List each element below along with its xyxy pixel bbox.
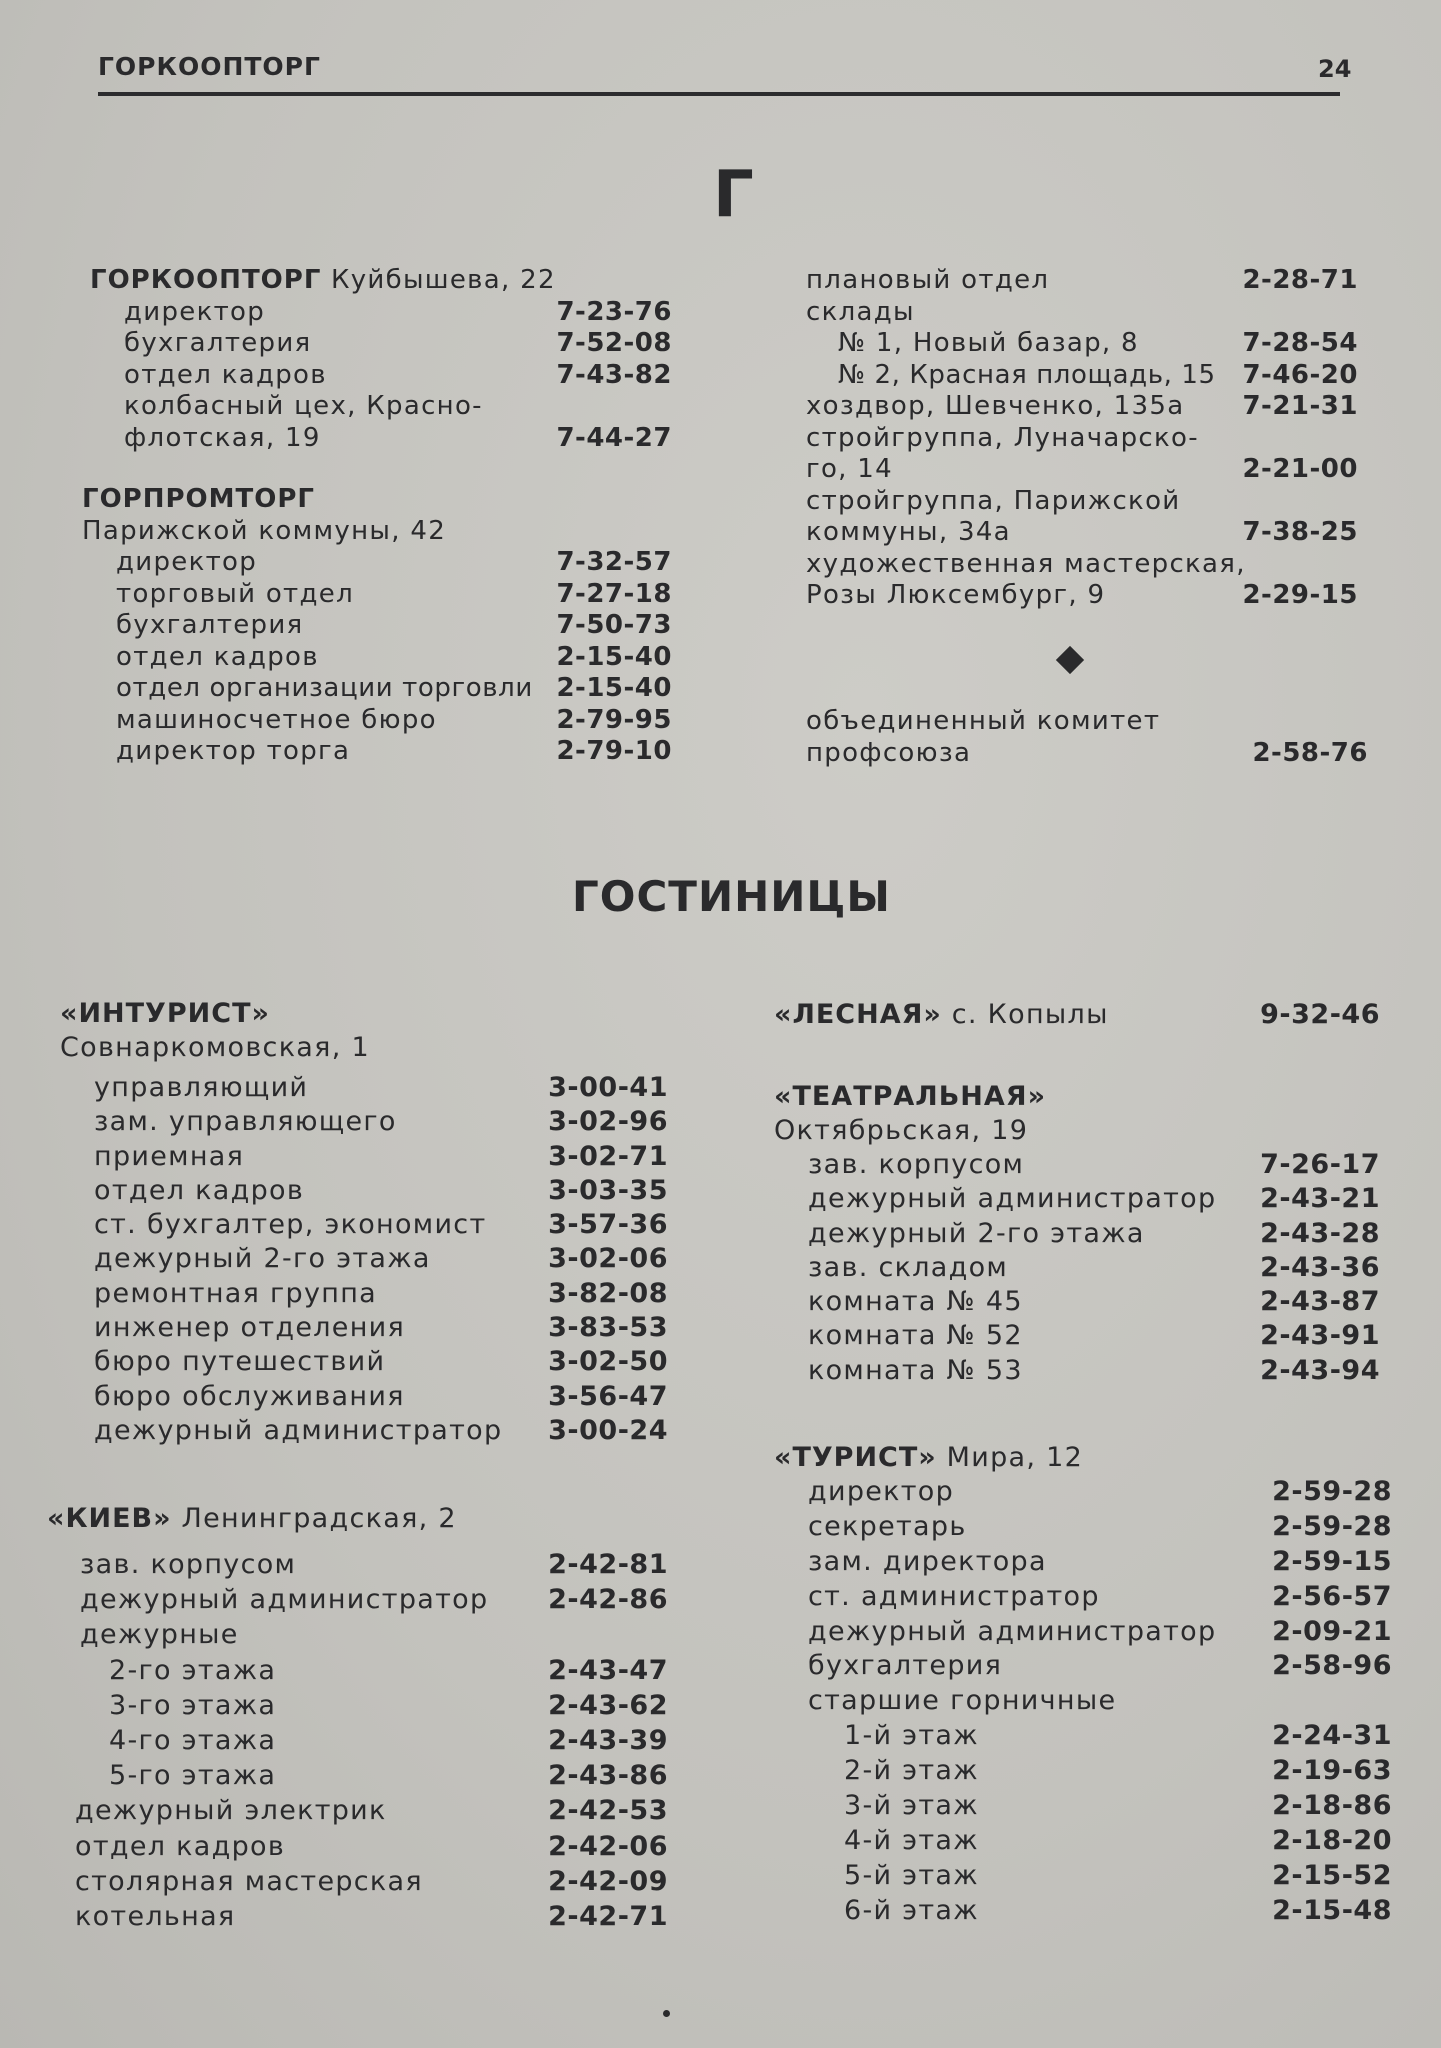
phone-number: 9-32-46 [1260, 999, 1380, 1030]
list-item [82, 705, 672, 737]
header-rule [98, 92, 1340, 96]
list-item [47, 1900, 668, 1935]
phone-number: 7-32-57 [556, 547, 672, 577]
phone-number: 3-02-71 [548, 1140, 668, 1172]
phone-number: 2-58-96 [1272, 1650, 1392, 1682]
item-label: дежурный администратор [80, 1584, 489, 1616]
list-item [806, 265, 1358, 297]
list-item [47, 1830, 668, 1865]
phone-number: 7-43-82 [556, 359, 672, 390]
list-item [774, 1182, 1380, 1216]
list-item [774, 998, 1380, 1032]
item-label: дежурный 2-го этажа [94, 1243, 431, 1275]
list-item [774, 1580, 1392, 1615]
item-label: секретарь [808, 1510, 967, 1542]
list-item [806, 580, 1358, 612]
phone-number: 7-27-18 [556, 578, 672, 609]
entry-header [774, 1441, 1392, 1475]
list-item [60, 1105, 668, 1139]
list-item [47, 1583, 668, 1618]
org-address: Куйбышева, 22 [330, 265, 556, 295]
phone-number: 7-26-17 [1260, 1149, 1380, 1180]
org-address: Мира, 12 [946, 1442, 1084, 1473]
entry-lesnaya [774, 998, 1380, 1032]
list-item [82, 736, 672, 768]
item-label: стройгруппа, Парижской [806, 485, 1181, 516]
item-label: комната № 52 [808, 1320, 1023, 1352]
phone-number: 7-46-20 [1242, 359, 1358, 390]
item-label: комната № 45 [808, 1286, 1023, 1318]
list-item [60, 1242, 668, 1276]
entry-kiev [47, 1502, 668, 1935]
item-label: го, 14 [806, 454, 893, 484]
phone-number: 2-58-76 [1252, 737, 1368, 768]
list-item [806, 328, 1358, 360]
phone-number: 2-15-48 [1272, 1894, 1392, 1926]
item-label: коммуны, 34а [806, 517, 1011, 547]
item-label: столярная мастерская [75, 1865, 423, 1897]
phone-number: 7-44-27 [556, 422, 672, 453]
list-item [806, 549, 1358, 581]
entry-teatralnaya [774, 1080, 1380, 1388]
phone-number: 2-43-47 [548, 1654, 668, 1686]
phone-number: 2-42-81 [548, 1549, 668, 1580]
phone-number: 2-43-21 [1260, 1183, 1380, 1215]
list-item [60, 1208, 668, 1242]
list-item [806, 297, 1358, 329]
phone-number: 2-43-86 [548, 1760, 668, 1792]
item-label: стройгруппа, Луначарско- [806, 422, 1199, 453]
item-label: флотская, 19 [124, 422, 321, 453]
list-item [774, 1475, 1392, 1510]
list-item [774, 1754, 1392, 1789]
list-item [774, 1148, 1380, 1182]
org-name: «ТУРИСТ» [774, 1442, 937, 1473]
phone-number: 3-83-53 [548, 1312, 668, 1344]
item-label: директор [116, 547, 258, 577]
list-item [774, 1824, 1392, 1859]
item-label: колбасный цех, Красно- [124, 391, 483, 421]
list-item [60, 1071, 668, 1105]
item-label: 1-й этаж [844, 1720, 979, 1752]
item-label: дежурный администратор [808, 1615, 1217, 1647]
item-label: дежурный администратор [808, 1183, 1217, 1215]
phone-number: 2-43-39 [548, 1724, 668, 1756]
list-item [60, 1380, 668, 1414]
phone-number: 2-19-63 [1272, 1755, 1392, 1787]
list-item [82, 547, 672, 579]
phone-number: 2-42-86 [548, 1584, 668, 1616]
item-label: 5-й этаж [844, 1859, 979, 1891]
phone-number: 2-21-00 [1242, 454, 1358, 484]
phone-number: 2-24-31 [1272, 1720, 1392, 1752]
letter-heading: Г [713, 158, 754, 232]
item-label: бухгалтерия [808, 1650, 1003, 1682]
phone-number: 2-59-28 [1272, 1510, 1392, 1542]
entry-gorkooptorg [90, 265, 672, 454]
list-item [90, 423, 672, 455]
item-label: дежурный электрик [75, 1795, 387, 1827]
item-label: дежурный администратор [94, 1414, 503, 1446]
list-item [47, 1618, 668, 1653]
item-label: профсоюза [806, 737, 972, 768]
phone-number: 3-82-08 [548, 1277, 668, 1309]
item-label: директор торга [116, 736, 351, 766]
phone-number: 2-42-09 [548, 1865, 668, 1897]
list-item [774, 1719, 1392, 1754]
list-item [774, 1649, 1392, 1684]
list-item [60, 1277, 668, 1311]
phone-number: 7-23-76 [556, 296, 672, 327]
phone-number: 2-59-15 [1272, 1545, 1392, 1577]
item-label: управляющий [94, 1072, 309, 1103]
phone-number: 3-02-96 [548, 1106, 668, 1138]
list-item [774, 1684, 1392, 1719]
item-label: зав. корпусом [80, 1549, 297, 1580]
item-label: отдел кадров [124, 359, 327, 390]
item-label: 3-го этажа [109, 1689, 277, 1721]
phone-number: 2-29-15 [1242, 580, 1358, 610]
org-address: Ленинградская, 2 [181, 1503, 457, 1534]
item-label: 3-й этаж [844, 1790, 979, 1822]
item-label: 2-го этажа [109, 1654, 277, 1686]
list-item [774, 1217, 1380, 1251]
list-item [47, 1865, 668, 1900]
phone-number: 2-09-21 [1272, 1615, 1392, 1647]
list-item [47, 1548, 668, 1583]
item-label: ст. бухгалтер, экономист [94, 1209, 487, 1241]
list-item [90, 391, 672, 423]
item-label: приемная [94, 1140, 245, 1172]
list-item [806, 738, 1368, 770]
list-item [774, 1285, 1380, 1319]
item-label: зав. складом [808, 1251, 1009, 1283]
list-item [60, 1414, 668, 1448]
item-label: № 1, Новый базар, 8 [838, 328, 1139, 358]
list-item [90, 297, 672, 329]
phone-number: 2-18-20 [1272, 1824, 1392, 1856]
item-label: дежурные [80, 1619, 239, 1651]
phone-number: 3-03-35 [548, 1174, 668, 1206]
org-name: «ТЕАТРАЛЬНАЯ» [774, 1081, 1047, 1112]
phone-number: 7-50-73 [556, 610, 672, 640]
item-label: плановый отдел [806, 265, 1050, 295]
phone-number: 3-02-50 [548, 1346, 668, 1378]
phone-number: 3-57-36 [548, 1209, 668, 1241]
list-item [806, 391, 1358, 423]
phone-number: 2-42-53 [548, 1795, 668, 1827]
item-label: зам. директора [808, 1545, 1047, 1577]
item-label: ремонтная группа [94, 1277, 377, 1309]
item-label: 4-го этажа [109, 1724, 277, 1756]
phone-number: 2-43-94 [1260, 1354, 1380, 1386]
item-label: дежурный 2-го этажа [808, 1217, 1145, 1249]
page-number: 24 [1318, 55, 1352, 83]
phone-number: 2-43-62 [548, 1689, 668, 1721]
org-name: «ЛЕСНАЯ» [774, 999, 942, 1030]
phone-number: 2-79-10 [556, 736, 672, 766]
phone-number: 2-15-40 [556, 673, 672, 703]
list-item [82, 673, 672, 705]
item-label: комната № 53 [808, 1354, 1023, 1386]
entry-header [47, 1502, 668, 1548]
list-item [806, 517, 1358, 549]
org-address: с. Копылы [951, 999, 1109, 1030]
phone-number: 3-00-41 [548, 1072, 668, 1103]
list-item [60, 1311, 668, 1345]
item-label: 2-й этаж [844, 1755, 979, 1787]
item-label: машиносчетное бюро [116, 704, 437, 735]
phone-number: 2-56-57 [1272, 1580, 1392, 1612]
list-item [806, 423, 1358, 455]
list-item [806, 706, 1368, 738]
item-label: бюро обслуживания [94, 1380, 405, 1412]
list-item [82, 610, 672, 642]
list-item [82, 642, 672, 674]
entry-turist [774, 1441, 1392, 1929]
item-label: 4-й этаж [844, 1824, 979, 1856]
running-head: ГОРКООПТОРГ [98, 52, 321, 81]
phone-number: 2-18-86 [1272, 1790, 1392, 1822]
phone-number: 2-42-06 [548, 1830, 668, 1862]
list-item [806, 360, 1358, 392]
list-item [774, 1319, 1380, 1353]
phone-number: 2-15-40 [556, 641, 672, 672]
list-item [774, 1894, 1392, 1929]
item-label: директор [124, 296, 266, 327]
phone-number: 7-38-25 [1242, 517, 1358, 547]
list-item [47, 1794, 668, 1829]
phone-number: 2-28-71 [1242, 265, 1358, 295]
item-label: склады [806, 296, 915, 327]
list-item [806, 486, 1358, 518]
item-label: 5-го этажа [109, 1760, 277, 1792]
phone-number: 2-43-36 [1260, 1251, 1380, 1283]
phone-number: 2-15-52 [1272, 1859, 1392, 1891]
item-label: директор [808, 1476, 955, 1507]
list-item [90, 328, 672, 360]
item-label: торговый отдел [116, 578, 354, 609]
phone-number: 3-56-47 [548, 1380, 668, 1412]
list-item [806, 454, 1358, 486]
phone-number: 7-52-08 [556, 328, 672, 358]
list-item [82, 579, 672, 611]
phone-number: 2-43-87 [1260, 1286, 1380, 1318]
list-item [60, 1174, 668, 1208]
phone-number: 3-00-24 [548, 1414, 668, 1446]
org-name: «ИНТУРИСТ» [60, 998, 270, 1029]
item-label: № 2, Красная площадь, 15 [838, 359, 1216, 390]
item-label: отдел организации торговли [116, 673, 533, 703]
entry-gorpromtorg [82, 484, 672, 768]
list-item [774, 1354, 1380, 1388]
item-label: ст. администратор [808, 1580, 1100, 1612]
item-label: отдел кадров [94, 1174, 305, 1206]
list-item [90, 360, 672, 392]
org-address: Совнаркомовская, 1 [60, 1032, 370, 1063]
item-label: Розы Люксембург, 9 [806, 580, 1106, 610]
item-label: бухгалтерия [116, 610, 304, 640]
item-label: зам. управляющего [94, 1106, 397, 1138]
item-label: объединенный комитет [806, 706, 1161, 736]
list-item [774, 1789, 1392, 1824]
item-label: хоздвор, Шевченко, 135а [806, 391, 1185, 421]
item-label: художественная мастерская, [806, 548, 1246, 579]
phone-number: 2-43-28 [1260, 1217, 1380, 1249]
org-name: ГОРПРОМТОРГ [82, 484, 315, 514]
bottom-dot-mark [663, 2010, 670, 2017]
item-label: зав. корпусом [808, 1149, 1025, 1180]
list-item [774, 1545, 1392, 1580]
list-item [47, 1759, 668, 1794]
item-label: отдел кадров [75, 1830, 286, 1862]
org-address: Парижской коммуны, 42 [82, 515, 447, 546]
list-item [60, 1345, 668, 1379]
diamond-separator-icon [1056, 646, 1084, 674]
list-item [47, 1724, 668, 1759]
item-label: 6-й этаж [844, 1894, 979, 1926]
entry-gorkooptorg-continued [806, 265, 1358, 612]
section-title: ГОСТИНИЦЫ [572, 872, 891, 921]
list-item [774, 1615, 1392, 1650]
list-item [774, 1859, 1392, 1894]
item-label: бухгалтерия [124, 328, 312, 358]
item-label: котельная [75, 1900, 236, 1932]
phone-number: 7-28-54 [1242, 328, 1358, 358]
item-label: отдел кадров [116, 641, 319, 672]
phone-number: 2-43-91 [1260, 1320, 1380, 1352]
list-item [774, 1510, 1392, 1545]
list-item [47, 1654, 668, 1689]
item-label: старшие горничные [808, 1685, 1117, 1717]
entry-inturist [60, 997, 668, 1448]
list-item [774, 1251, 1380, 1285]
item-label: инженер отделения [94, 1312, 406, 1344]
org-address: Октябрьская, 19 [774, 1115, 1029, 1146]
list-item [60, 1140, 668, 1174]
list-item [47, 1689, 668, 1724]
phone-number: 2-59-28 [1272, 1476, 1392, 1507]
phone-number: 3-02-06 [548, 1243, 668, 1275]
entry-committee [806, 706, 1368, 769]
item-label: бюро путешествий [94, 1346, 386, 1378]
phone-number: 2-42-71 [548, 1900, 668, 1932]
org-name: «КИЕВ» [47, 1503, 172, 1534]
entry-header [90, 265, 672, 297]
phone-number: 7-21-31 [1242, 391, 1358, 421]
phone-number: 2-79-95 [556, 704, 672, 735]
org-name: ГОРКООПТОРГ [90, 265, 322, 295]
